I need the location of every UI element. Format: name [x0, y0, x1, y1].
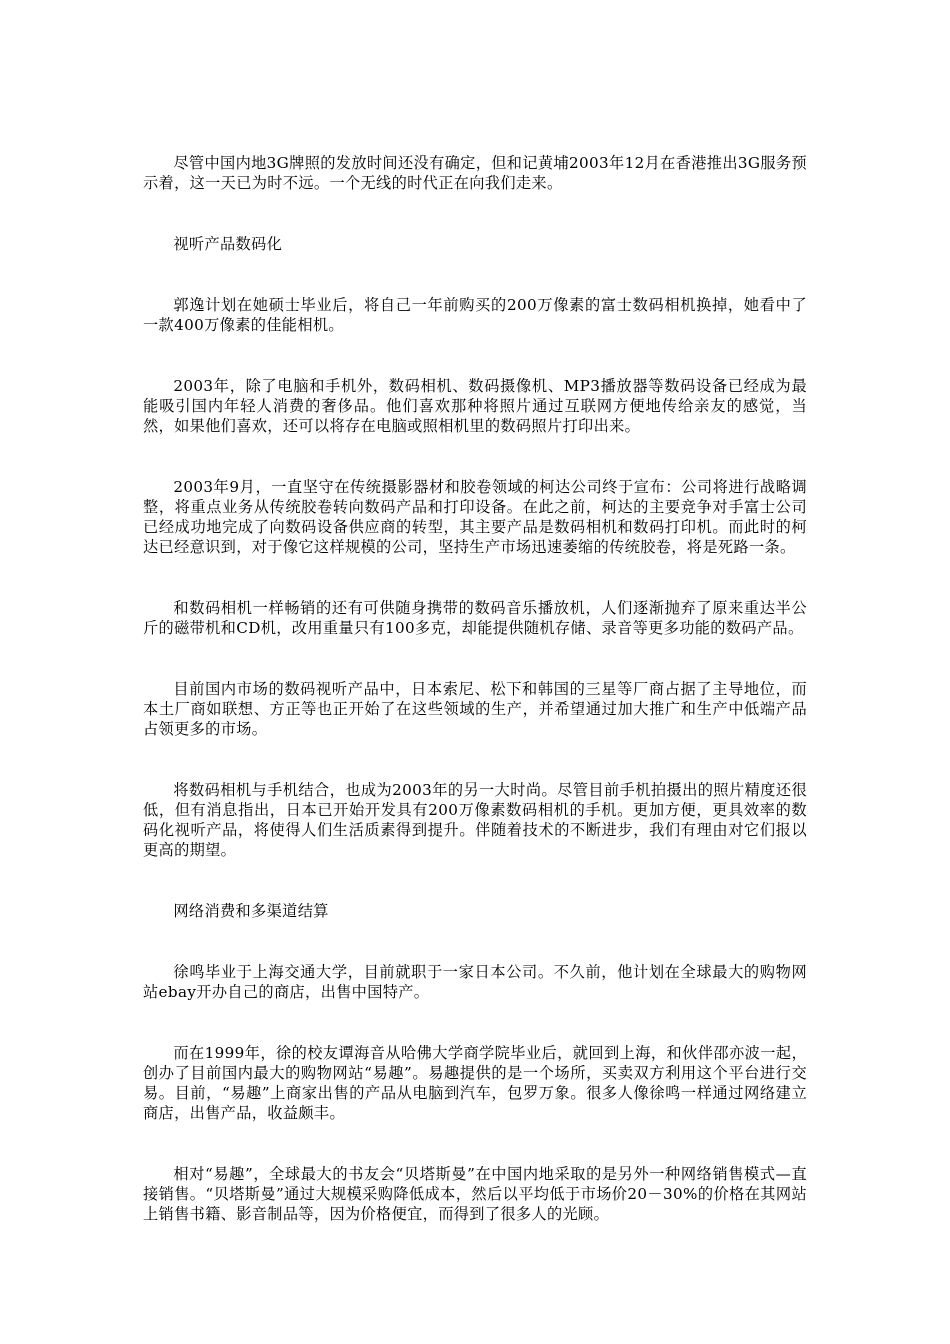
- paragraph-music-players: 和数码相机一样畅销的还有可供随身携带的数码音乐播放机，人们逐渐抛弃了原来重达半公斤的磁带机和CD机，改用重量只有100多克，却能提供随机存储、录音等更多功能的数码产品。: [143, 599, 807, 637]
- document-body: [143, 153, 807, 1224]
- paragraph-3g-license: 尽管中国内地3G牌照的发放时间还没有确定，但和记黄埔2003年12月在香港推出3G服务预示着，这一天已为时不远。一个无线的时代正在向我们走来。: [143, 154, 807, 192]
- section-heading-av-digital: 视听产品数码化: [173, 235, 283, 253]
- paragraph-kodak-strategy: 2003年9月，一直坚守在传统摄影器材和胶卷领域的柯达公司终于宣布：公司将进行战略调整，将重点业务从传统胶卷转向数码产品和打印设备。在此之前，柯达的主要竞争对手富士公司已经成功地完成了向数码设备供应商的转型，其主要产品是数码相机和数码打印机。而此时的柯达已经意识到，对于像它这样规模的公司，坚持生产市场迅速萎缩的传统胶卷，将是死路一条。: [143, 478, 807, 556]
- paragraph-eachnet: 而在1999年，徐的校友谭海音从哈佛大学商学院毕业后，就回到上海，和伙伴邵亦波一起，创办了目前国内最大的购物网站“易趣”。易趣提供的是一个场所，买卖双方利用这个平台进行交易。目前，“易趣”上商家出售的产品从电脑到汽车，包罗万象。很多人像徐鸣一样通过网络建立商店，出售产品，收益颇丰。: [143, 1044, 807, 1122]
- section-heading-online-shopping: 网络消费和多渠道结算: [173, 902, 329, 920]
- paragraph-bertelsmann: 相对“易趣”，全球最大的书友会“贝塔斯曼”在中国内地采取的是另外一种网络销售模式—直接销售。“贝塔斯曼”通过大规模采购降低成本，然后以平均低于市场价20－30%的价格在其网站上销售书籍、影音制品等，因为价格便宜，而得到了很多人的光顾。: [143, 1165, 807, 1223]
- paragraph-camera-phone: 将数码相机与手机结合，也成为2003年的另一大时尚。尽管目前手机拍摄出的照片精度还很低，但有消息指出，日本已开始开发具有200万像素数码相机的手机。更加方便，更具效率的数码化视听产品，将使得人们生活质素得到提升。伴随着技术的不断进步，我们有理由对它们报以更高的期望。: [143, 781, 807, 859]
- paragraph-market-brands: 目前国内市场的数码视听产品中，日本索尼、松下和韩国的三星等厂商占据了主导地位，而本土厂商如联想、方正等也正开始了在这些领域的生产，并希望通过加大推广和生产中低端产品占领更多的市场。: [143, 680, 807, 738]
- paragraph-xu-ming-ebay: 徐鸣毕业于上海交通大学，目前就职于一家日本公司。不久前，他计划在全球最大的购物网站ebay开办自己的商店，出售中国特产。: [143, 963, 807, 1001]
- paragraph-2003-digital-devices: 2003年，除了电脑和手机外，数码相机、数码摄像机、MP3播放器等数码设备已经成为最能吸引国内年轻人消费的奢侈品。他们喜欢那种将照片通过互联网方便地传给亲友的感觉，当然，如果他们喜欢，还可以将存在电脑或照相机里的数码照片打印出来。: [143, 377, 807, 435]
- paragraph-guo-yi-camera: 郭逸计划在她硕士毕业后，将自己一年前购买的200万像素的富士数码相机换掉，她看中了一款400万像素的佳能相机。: [143, 296, 807, 334]
